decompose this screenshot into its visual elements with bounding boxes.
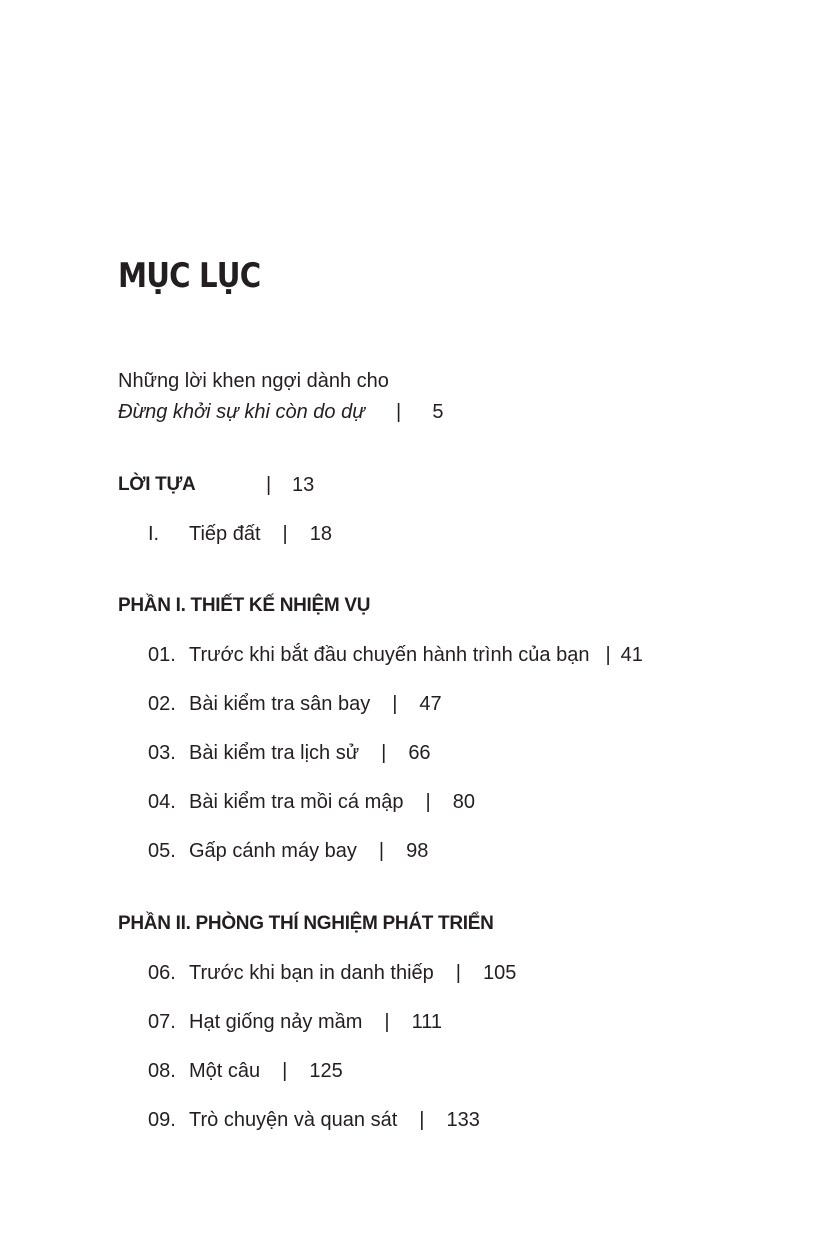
praise-book-title: Đừng khởi sự khi còn do dự <box>118 401 365 423</box>
entry-title-text: Bài kiểm tra sân bay <box>189 693 371 715</box>
separator: | <box>396 401 402 423</box>
separator: | <box>381 742 387 764</box>
entry-number: 04. <box>148 791 176 813</box>
toc-entry <box>0 1057 839 1085</box>
toc-entry <box>0 739 839 767</box>
entry-title-text: Trò chuyện và quan sát <box>189 1109 398 1131</box>
praise-line-1: Những lời khen ngợi dành cho <box>118 370 389 392</box>
toc-entry <box>0 837 839 865</box>
toc-entry <box>0 1106 839 1134</box>
entry-number: 08. <box>148 1060 176 1082</box>
entry-title <box>189 959 516 987</box>
separator: | <box>378 840 385 862</box>
separator: | <box>266 474 272 496</box>
entry-number: 05. <box>148 840 176 862</box>
page-number: 125 <box>309 1060 343 1082</box>
entry-title <box>189 739 431 767</box>
entry-number: 03. <box>148 742 176 764</box>
praise-line-2 <box>118 398 443 426</box>
separator: | <box>282 1060 288 1082</box>
entry-title <box>189 690 442 718</box>
separator: | <box>455 962 461 984</box>
page-number: 41 <box>620 644 643 666</box>
page-number: 5 <box>432 401 444 423</box>
toc-entry <box>0 1008 839 1036</box>
entry-title <box>189 1008 442 1036</box>
entry-title-text: Trước khi bắt đầu chuyến hành trình của bạn <box>189 644 590 666</box>
entry-title <box>189 837 428 865</box>
entry-number: 09. <box>148 1109 176 1131</box>
page-number: 133 <box>446 1109 480 1131</box>
entry-title <box>189 788 475 816</box>
separator: | <box>605 644 611 666</box>
section-part-2: PHẦN II. PHÒNG THÍ NGHIỆM PHÁT TRIỂN <box>118 913 494 934</box>
entry-title <box>189 520 332 548</box>
separator: | <box>425 791 431 813</box>
page-number: 18 <box>309 523 332 545</box>
page-number: 105 <box>483 962 517 984</box>
separator: | <box>419 1109 425 1131</box>
entry-title-text: Hạt giống nảy mầm <box>189 1011 363 1033</box>
separator: | <box>384 1011 390 1033</box>
entry-title-text: Một câu <box>189 1060 261 1082</box>
page-number: 13 <box>292 474 315 496</box>
section-foreword: LỜI TỰA <box>118 474 196 495</box>
toc-entry <box>0 959 839 987</box>
toc-entry <box>0 788 839 816</box>
entry-title-text: Gấp cánh máy bay <box>189 840 357 862</box>
page-number: 47 <box>419 693 442 715</box>
toc-entry <box>0 520 839 548</box>
separator: | <box>392 693 398 715</box>
entry-title <box>189 1057 343 1085</box>
page-number: 80 <box>452 791 475 813</box>
toc-entry <box>0 641 839 669</box>
separator: | <box>282 523 288 545</box>
entry-number: 07. <box>148 1011 176 1033</box>
entry-number: I. <box>148 523 160 545</box>
section-part-1: PHẦN I. THIẾT KẾ NHIỆM VỤ <box>118 595 371 616</box>
entry-title-text: Bài kiểm tra lịch sử <box>189 742 360 764</box>
entry-number: 06. <box>148 962 176 984</box>
entry-title-text: Tiếp đất <box>189 523 261 545</box>
toc-entry <box>0 690 839 718</box>
entry-number: 01. <box>148 644 176 666</box>
entry-title <box>189 1106 480 1134</box>
entry-title-text: Trước khi bạn in danh thiếp <box>189 962 434 984</box>
entry-title <box>189 641 643 669</box>
page-number: 66 <box>408 742 431 764</box>
page-number: 98 <box>406 840 429 862</box>
entry-number: 02. <box>148 693 176 715</box>
page-title: MỤC LỤC <box>118 256 261 296</box>
entry-title-text: Bài kiểm tra mồi cá mập <box>189 791 404 813</box>
page-number: 111 <box>411 1011 443 1033</box>
